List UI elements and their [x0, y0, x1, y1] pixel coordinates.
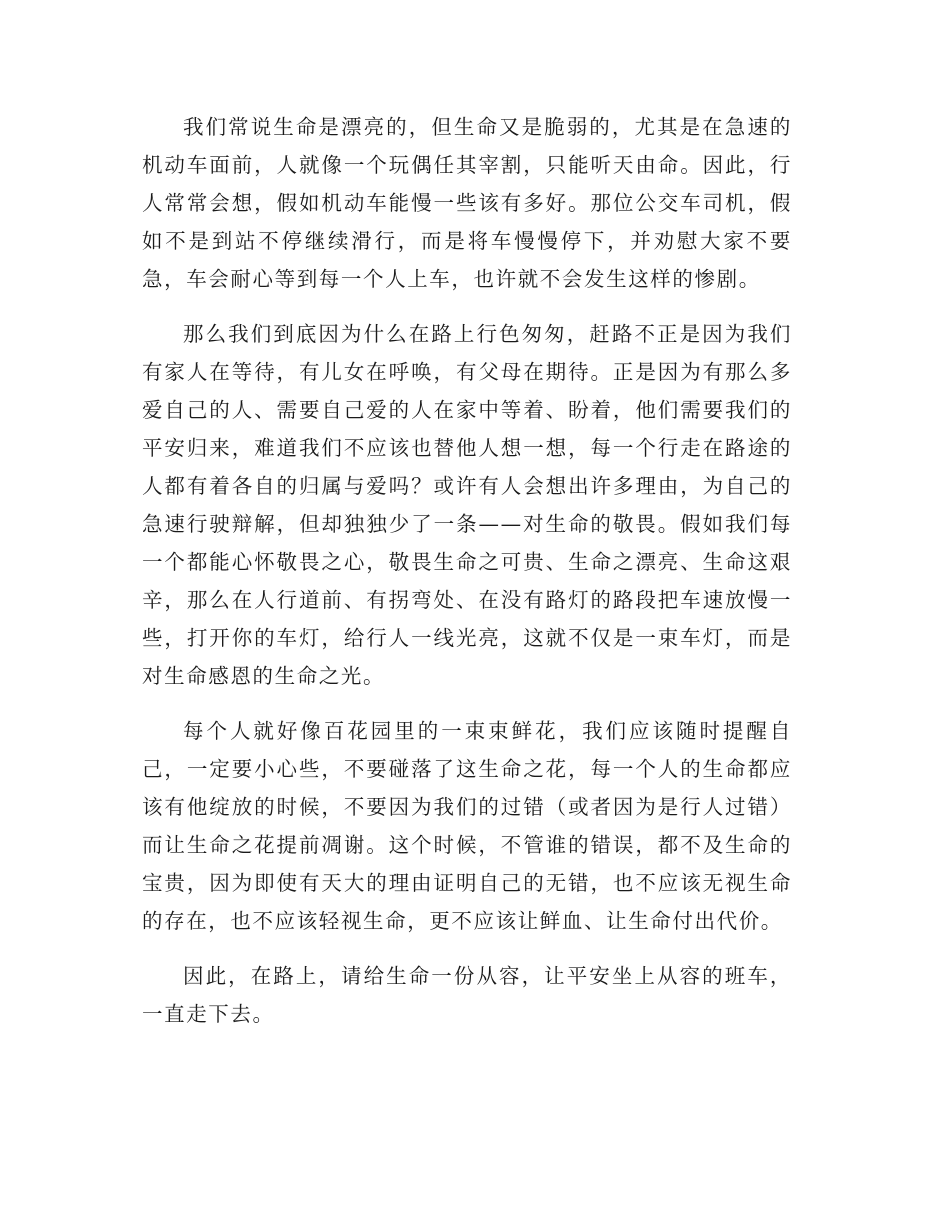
- paragraph-2: 那么我们到底因为什么在路上行色匆匆，赶路不正是因为我们有家人在等待，有儿女在呼唤，有父母在期待。正是因为有那么多爱自己的人、需要自己爱的人在家中等着、盼着，他们需要我们的平安归来，难道我们不应该也替他人想一想，每一个行走在路途的人都有着各自的归属与爱吗？或许有人会想出许多理由，为自己的急速行驶辩解，但却独独少了一条——对生命的敬畏。假如我们每一个都能心怀敬畏之心，敬畏生命之可贵、生命之漂亮、生命这艰辛，那么在人行道前、有拐弯处、在没有路灯的路段把车速放慢一些，打开你的车灯，给行人一线光亮，这就不仅是一束车灯，而是对生命感恩的生命之光。: [142, 322, 792, 688]
- paragraph-4: 因此，在路上，请给生命一份从容，让平安坐上从容的班车，一直走下去。: [142, 964, 792, 1026]
- paragraph-3: 每个人就好像百花园里的一束束鲜花，我们应该随时提醒自己，一定要小心些，不要碰落了这生命之花，每一个人的生命都应该有他绽放的时候，不要因为我们的过错（或者因为是行人过错）而让生命之花提前凋谢。这个时候，不管谁的错误，都不及生命的宝贵，因为即使有天大的理由证明自己的无错，也不应该无视生命的存在，也不应该轻视生命，更不应该让鲜血、让生命付出代价。: [142, 719, 792, 933]
- paragraph-1: 我们常说生命是漂亮的，但生命又是脆弱的，尤其是在急速的机动车面前，人就像一个玩偶任其宰割，只能听天由命。因此，行人常常会想，假如机动车能慢一些该有多好。那位公交车司机，假如不是到站不停继续滑行，而是将车慢慢停下，并劝慰大家不要急，车会耐心等到每一个人上车，也许就不会发生这样的惨剧。: [142, 115, 792, 291]
- document-body: [142, 108, 792, 1033]
